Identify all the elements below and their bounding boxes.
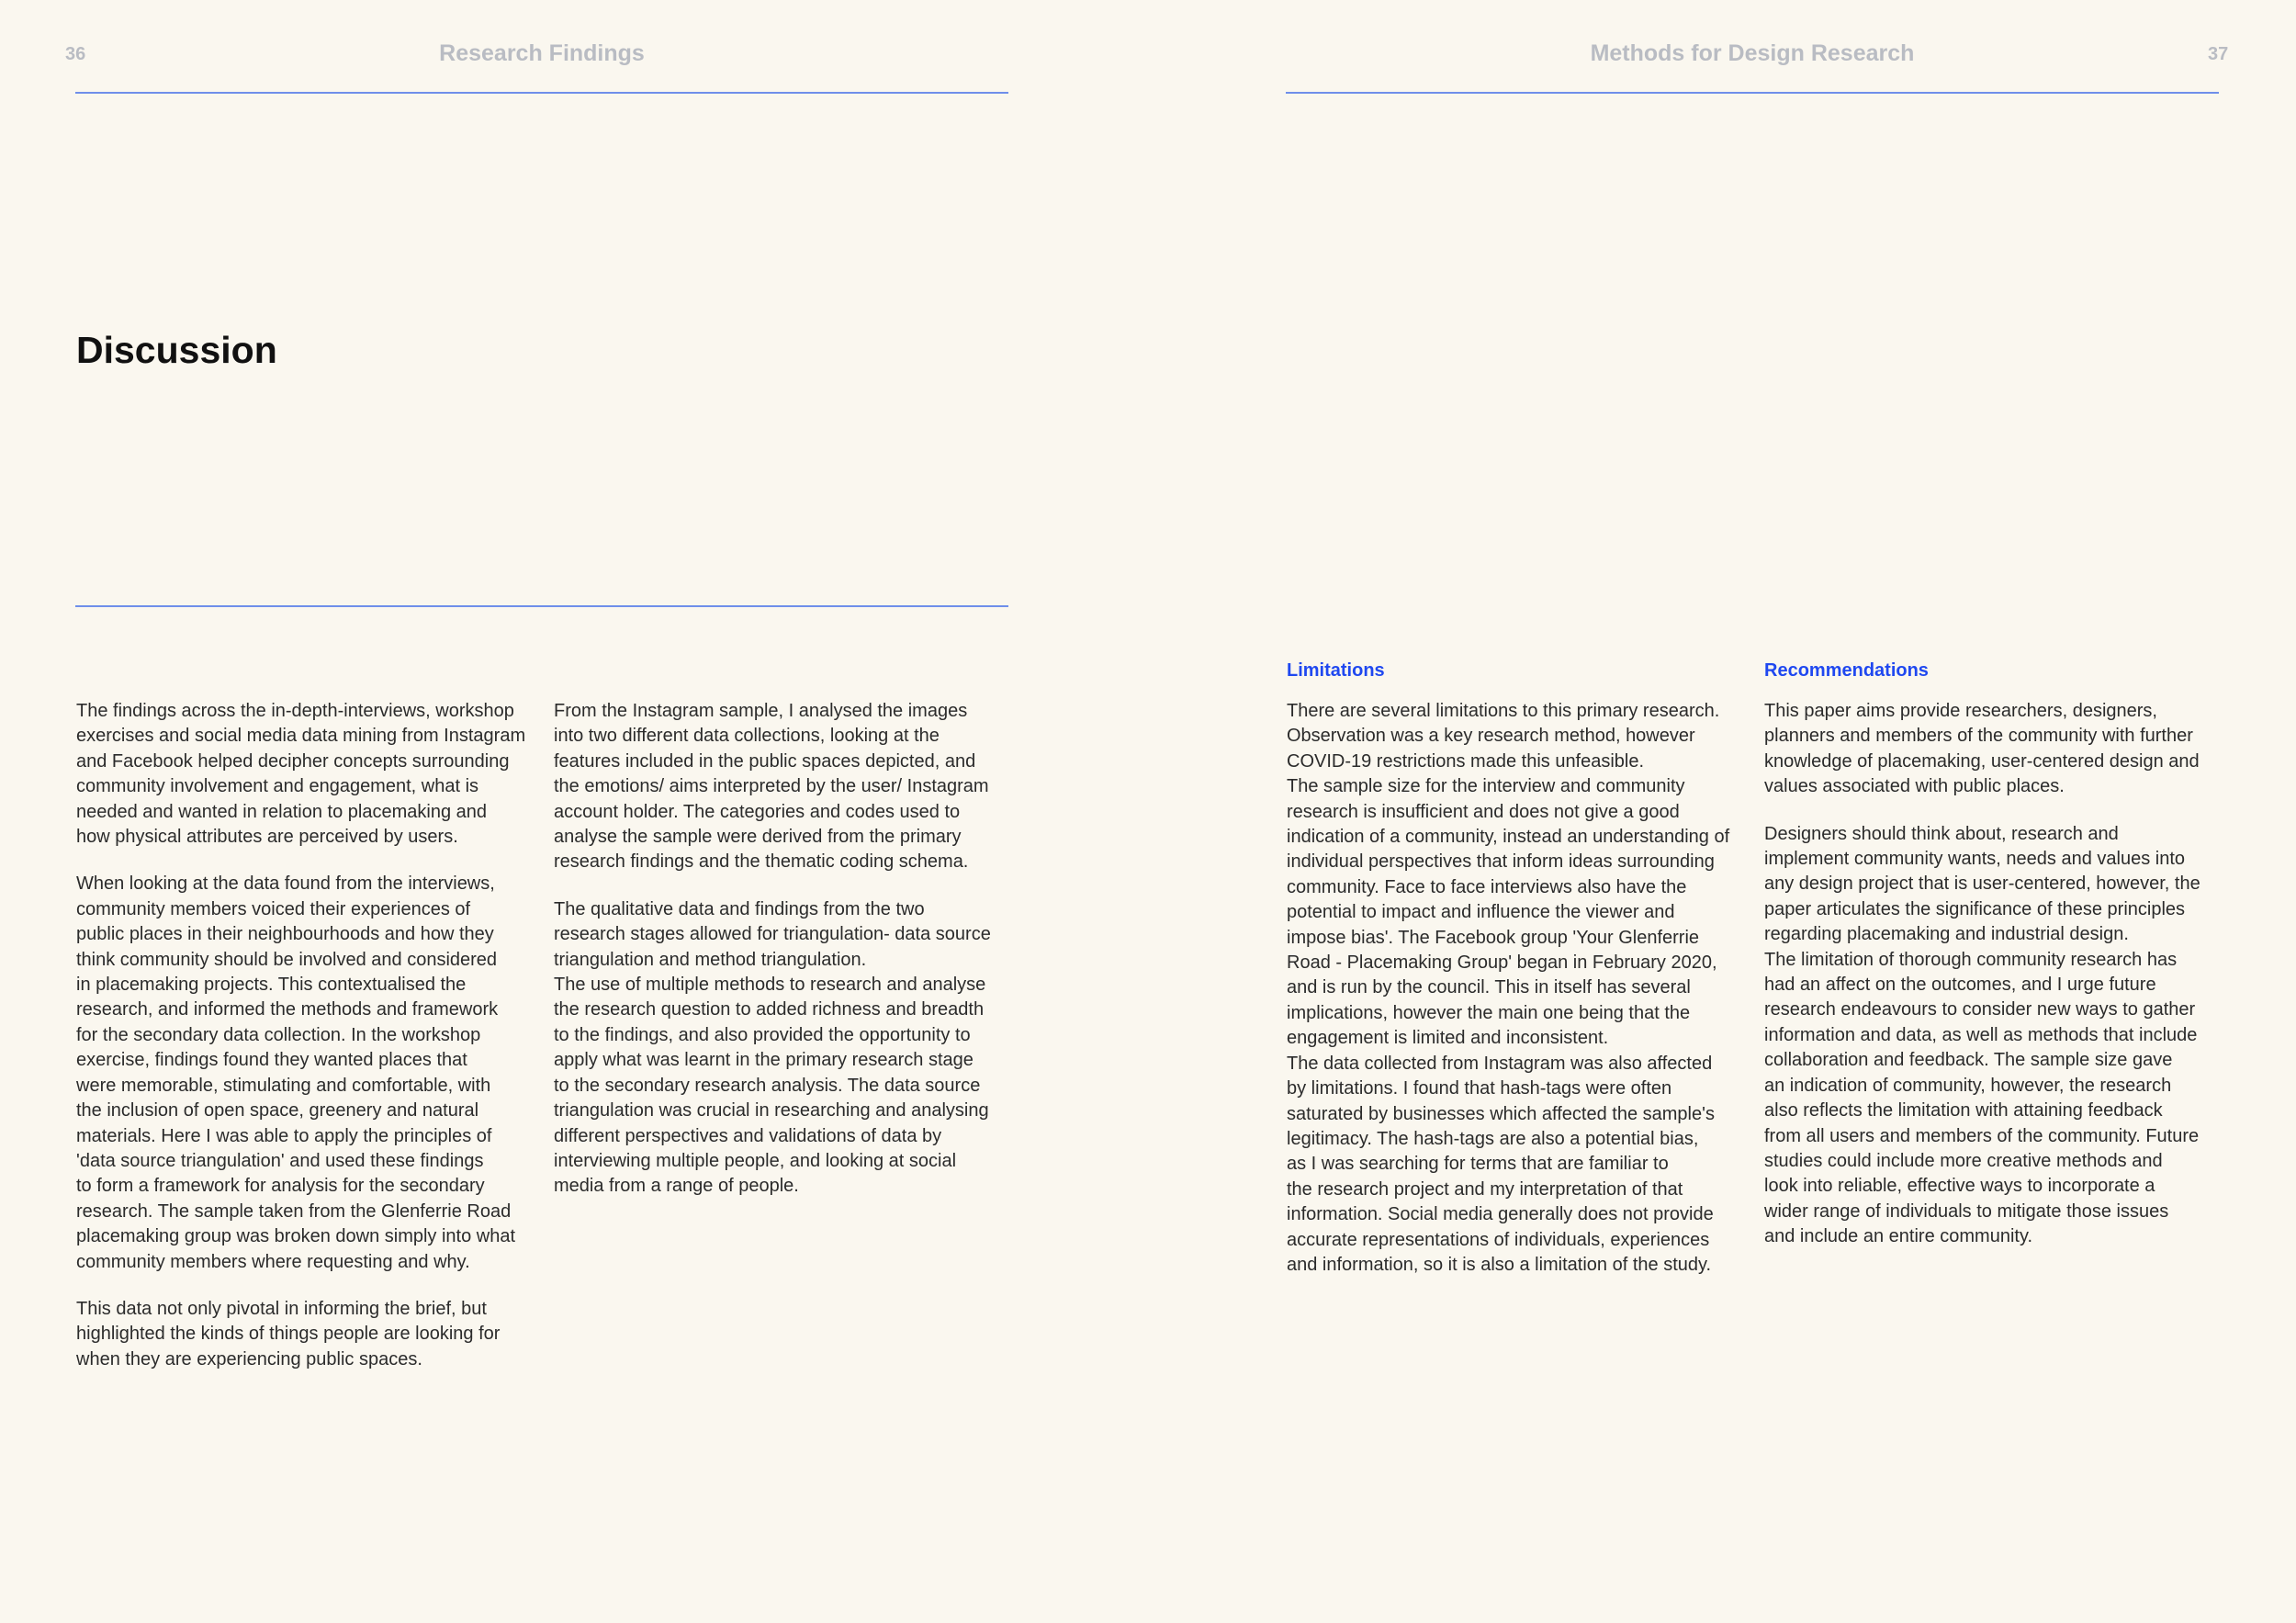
text-line: implications, however the main one being that the	[1287, 1002, 1691, 1023]
paragraph	[76, 699, 545, 850]
paragraph	[1764, 699, 2233, 800]
text-line: in placemaking projects. This contextualised the	[76, 975, 467, 996]
text-line: From the Instagram sample, I analysed the images	[554, 701, 968, 721]
text-line: any design project that is user-centered, however, the	[1764, 873, 2200, 895]
text-line: regarding placemaking and industrial design.	[1764, 924, 2129, 945]
body-column-1	[76, 699, 545, 1394]
text-line: account holder. The categories and codes used to	[554, 801, 961, 822]
text-line: research. The sample taken from the Glenferrie Road	[76, 1200, 512, 1222]
text-line: also reflects the limitation with attaining feedback	[1764, 1100, 2163, 1121]
running-title: Research Findings	[439, 40, 645, 66]
text-line: and include an entire community.	[1764, 1226, 2033, 1247]
text-line: research endeavours to consider new ways to gather	[1764, 999, 2196, 1020]
text-line: by limitations. I found that hash-tags were often	[1287, 1078, 1672, 1099]
text-line: to the secondary research analysis. The data source	[554, 1075, 981, 1096]
text-line: think community should be involved and considered	[76, 949, 498, 970]
paragraph	[554, 699, 1022, 875]
text-line: public places in their neighbourhoods and how they	[76, 924, 494, 945]
text-line: how physical attributes are perceived by users.	[76, 827, 458, 848]
text-line: and information, so it is also a limitation of the study.	[1287, 1254, 1712, 1275]
body-column-2	[554, 699, 1022, 1222]
text-line: different perspectives and validations of data by	[554, 1125, 942, 1146]
text-line: information and data, as well as methods that include	[1764, 1024, 2198, 1045]
text-line: legitimacy. The hash-tags are also a potential bias,	[1287, 1128, 1699, 1149]
text-line: The use of multiple methods to research and analyse	[554, 975, 986, 996]
page-number: 36	[65, 44, 86, 64]
header-rule	[1286, 92, 2219, 94]
text-line: features included in the public spaces depicted, and	[554, 750, 976, 772]
text-line: and is run by the council. This in itself has several	[1287, 977, 1691, 998]
text-line: research findings and the thematic coding schema.	[554, 851, 969, 873]
section-rule	[75, 605, 1008, 607]
text-line: The findings across the in-depth-interviews, workshop	[76, 701, 514, 721]
recommendations-text	[1764, 699, 2233, 1272]
text-line: the research project and my interpretation of that	[1287, 1178, 1683, 1200]
text-line: This paper aims provide researchers, designers,	[1764, 701, 2157, 721]
text-line: implement community wants, needs and values into	[1764, 849, 2186, 870]
text-line: The sample size for the interview and community	[1287, 776, 1685, 797]
paragraph	[76, 872, 545, 1275]
text-line: This data not only pivotal in informing the brief, but	[76, 1298, 487, 1319]
limitations-heading: Limitations	[1287, 660, 1385, 681]
text-line: as I was searching for terms that are familiar to	[1287, 1154, 1669, 1175]
text-line: media from a range of people.	[554, 1176, 799, 1197]
text-line: the emotions/ aims interpreted by the user/ Instagram	[554, 776, 989, 797]
text-line: research stages allowed for triangulation- data source	[554, 924, 991, 945]
text-line: were memorable, stimulating and comfortable, with	[76, 1075, 491, 1096]
header-rule	[75, 92, 1008, 94]
text-line: the inclusion of open space, greenery and natural	[76, 1100, 479, 1121]
text-line: engagement is limited and inconsistent.	[1287, 1028, 1609, 1049]
text-line: The data collected from Instagram was also affected	[1287, 1053, 1713, 1074]
text-line: There are several limitations to this primary research.	[1287, 701, 1720, 721]
text-line: community members voiced their experiences of	[76, 898, 471, 919]
text-line: Observation was a key research method, however	[1287, 726, 1695, 747]
text-line: the research question to added richness and breadth	[554, 999, 985, 1020]
text-line: planners and members of the community with further	[1764, 726, 2193, 747]
text-line: and Facebook helped decipher concepts surrounding	[76, 750, 510, 772]
text-line: analyse the sample were derived from the primary	[554, 827, 962, 848]
text-line: community members where requesting and why.	[76, 1251, 470, 1272]
text-line: knowledge of placemaking, user-centered design and	[1764, 750, 2200, 772]
text-line: apply what was learnt in the primary research stage	[554, 1050, 974, 1071]
text-line: research is insufficient and does not give a good	[1287, 801, 1680, 822]
text-line: community. Face to face interviews also have the	[1287, 876, 1687, 897]
recommendations-heading: Recommendations	[1764, 660, 1929, 681]
text-line: When looking at the data found from the interviews,	[76, 873, 495, 895]
text-line: interviewing multiple people, and looking at social	[554, 1150, 957, 1171]
text-line: indication of a community, instead an understanding of	[1287, 827, 1730, 848]
text-line: saturated by businesses which affected the sample's	[1287, 1103, 1715, 1124]
text-line: for the secondary data collection. In the workshop	[76, 1024, 481, 1045]
text-line: had an affect on the outcomes, and I urge future	[1764, 975, 2156, 996]
text-line: Designers should think about, research and	[1764, 823, 2119, 844]
paragraph	[1287, 699, 1755, 1278]
text-line: The limitation of thorough community research has	[1764, 949, 2178, 970]
text-line: triangulation and method triangulation.	[554, 949, 867, 970]
text-line: paper articulates the significance of these principles	[1764, 898, 2186, 919]
paragraph	[554, 897, 1022, 1200]
text-line: placemaking group was broken down simply into what	[76, 1226, 516, 1247]
text-line: accurate representations of individuals, experiences	[1287, 1229, 1710, 1250]
text-line: research, and informed the methods and framework	[76, 999, 499, 1020]
text-line: The qualitative data and findings from the two	[554, 898, 925, 919]
text-line: to the findings, and also provided the opportunity to	[554, 1024, 971, 1045]
text-line: materials. Here I was able to apply the principles of	[76, 1125, 492, 1146]
text-line: when they are experiencing public spaces.	[76, 1348, 422, 1369]
text-line: values associated with public places.	[1764, 776, 2065, 797]
paragraph	[76, 1297, 545, 1372]
text-line: exercises and social media data mining from Instagram	[76, 726, 526, 747]
text-line: needed and wanted in relation to placemaking and	[76, 801, 487, 822]
text-line: into two different data collections, looking at the	[554, 726, 940, 747]
text-line: community involvement and engagement, what is	[76, 776, 479, 797]
text-line: collaboration and feedback. The sample size gave	[1764, 1050, 2173, 1071]
text-line: exercise, findings found they wanted places that	[76, 1050, 467, 1071]
text-line: potential to impact and influence the viewer and	[1287, 902, 1675, 923]
text-line: to form a framework for analysis for the secondary	[76, 1176, 485, 1197]
text-line: 'data source triangulation' and used these findings	[76, 1150, 484, 1171]
text-line: Road - Placemaking Group' began in February 2020,	[1287, 952, 1717, 974]
text-line: triangulation was crucial in researching and analysing	[554, 1100, 989, 1121]
text-line: information. Social media generally does not provide	[1287, 1204, 1714, 1225]
text-line: from all users and members of the community. Future	[1764, 1125, 2200, 1146]
text-line: individual perspectives that inform ideas surrounding	[1287, 851, 1715, 873]
paragraph	[1764, 822, 2233, 1250]
running-title: Methods for Design Research	[1590, 40, 1915, 66]
page-number: 37	[2208, 44, 2229, 64]
page-title: Discussion	[76, 329, 277, 371]
text-line: studies could include more creative methods and	[1764, 1150, 2163, 1171]
limitations-text	[1287, 699, 1755, 1300]
text-line: an indication of community, however, the research	[1764, 1075, 2172, 1096]
text-line: wider range of individuals to mitigate those issues	[1764, 1200, 2169, 1222]
text-line: impose bias'. The Facebook group 'Your Glenferrie	[1287, 927, 1700, 948]
text-line: highlighted the kinds of things people are looking for	[76, 1324, 501, 1345]
text-line: COVID-19 restrictions made this unfeasible.	[1287, 750, 1645, 772]
text-line: look into reliable, effective ways to incorporate a	[1764, 1176, 2155, 1197]
